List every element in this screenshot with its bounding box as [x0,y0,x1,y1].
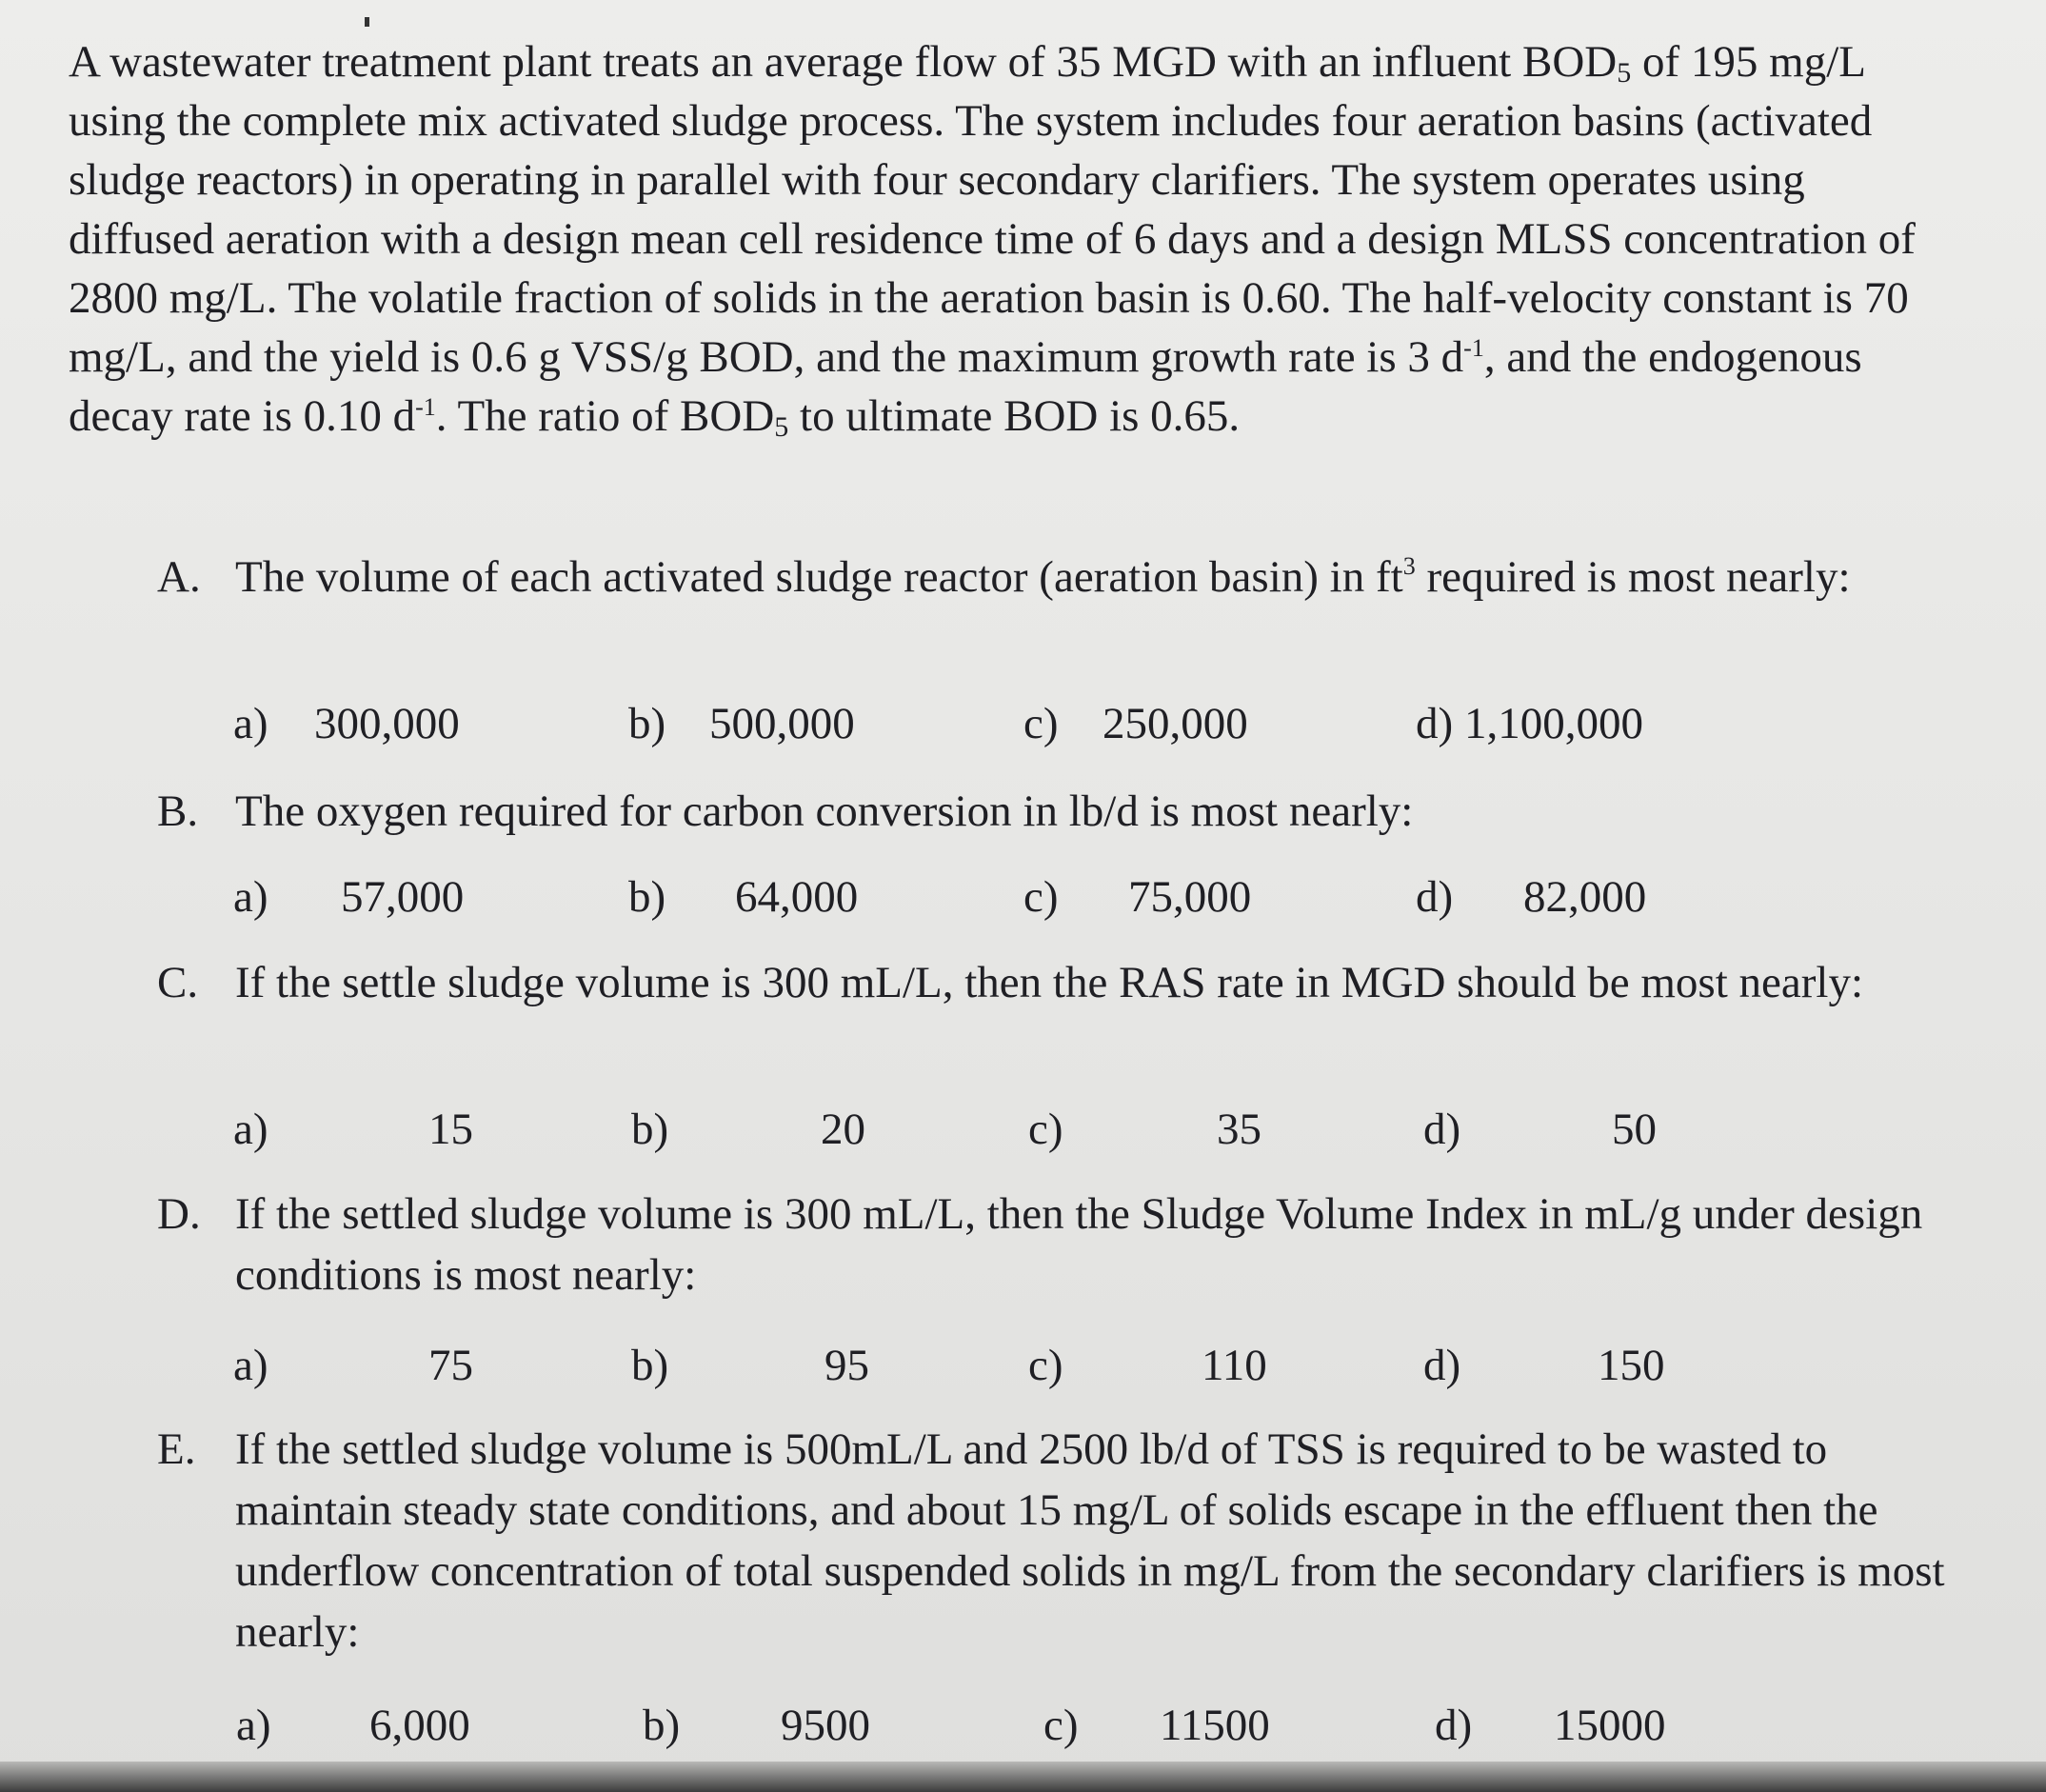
options-d [0,1335,2046,1396]
option-label: d) [1416,872,1454,922]
option-value: 95 [824,1341,869,1390]
stem-text-3: , and the endogenous decay rate is 0.10 d [69,332,1862,441]
option-value: 9500 [781,1701,870,1750]
question-text-part: required is most nearly: [1415,552,1851,602]
question-letter: E. [157,1424,196,1474]
stem-subscript-2: 5 [774,411,789,443]
question-letter: A. [157,552,201,602]
question-text: If the settle sludge volume is 300 mL/L, then the RAS rate in MGD should be most nearly: [235,958,1864,1007]
option-value: 64,000 [735,872,859,922]
scan-speck [365,17,369,27]
option-label: d) [1416,699,1454,748]
question-text: The oxygen required for carbon conversion in lb/d is most nearly: [235,786,1414,836]
option-label: c) [1028,1341,1063,1390]
option-label: a) [233,699,268,748]
option-value: 75 [428,1341,473,1390]
options-c [0,1099,2046,1160]
option-value: 50 [1612,1105,1657,1154]
question-text [235,547,1966,607]
stem-superscript-2: -1 [415,393,436,421]
option-value: 150 [1598,1341,1665,1390]
option-label: c) [1023,699,1059,748]
problem-statement [69,32,1935,446]
option-label: b) [628,872,666,922]
option-value: 250,000 [1102,699,1248,748]
option-value: 20 [821,1105,865,1154]
option-label: b) [631,1105,669,1154]
question-c [157,952,1966,1013]
option-label: a) [233,1341,268,1390]
stem-text-2: of 195 mg/L using the complete mix activated sludge process. The system includes four aeration basins (activated sludge reactors) in operating in parallel with four secondary clarifiers. The system operates using diffused aeration with a design mean cell residence time of 6 days and a design MLSS concentration of 2800 mg/L. The volatile fraction of solids in the aeration basin is 0.60. The half-velocity constant is 70 mg/L, and the yield is 0.6 g VSS/g BOD, and the maximum growth rate is 3 d [69,37,1916,382]
option-label: d) [1423,1341,1461,1390]
option-label: d) [1435,1701,1473,1750]
stem-superscript-1: -1 [1463,334,1484,362]
options-e [0,1695,2046,1756]
option-label: c) [1023,872,1059,922]
option-value: 35 [1217,1105,1261,1154]
question-superscript: 3 [1402,552,1416,580]
option-label: c) [1043,1701,1079,1750]
question-letter: D. [157,1189,201,1239]
options-b [0,866,2046,927]
stem-text-1: A wastewater treatment plant treats an average flow of 35 MGD with an influent BOD [69,37,1618,87]
stem-text-4: . The ratio of BOD [435,391,775,441]
question-text-part: The volume of each activated sludge reactor (aeration basin) in ft [235,552,1403,602]
option-value: 500,000 [709,699,855,748]
question-d [157,1184,1966,1305]
stem-subscript-1: 5 [1617,57,1632,89]
option-value: 82,000 [1523,872,1647,922]
option-label: a) [233,872,268,922]
option-label: b) [628,699,666,748]
question-letter: B. [157,786,199,836]
option-value: 57,000 [341,872,465,922]
option-value: 1,100,000 [1464,699,1643,748]
option-label: b) [643,1701,681,1750]
question-a [157,547,1966,607]
option-value: 110 [1202,1341,1267,1390]
question-letter: C. [157,958,199,1007]
option-label: a) [233,1105,268,1154]
option-value: 15000 [1554,1701,1666,1750]
bottom-edge-shadow [0,1762,2046,1792]
option-label: d) [1423,1105,1461,1154]
options-a [0,693,2046,754]
option-value: 15 [428,1105,473,1154]
question-text: If the settled sludge volume is 500mL/L and 2500 lb/d of TSS is required to be wasted to maintain steady state conditions, and about 15 mg/L of solids escape in the effluent then the underflow concentration of total suspended solids in mg/L from the secondary clarifiers is most nearly: [235,1424,1945,1657]
option-label: c) [1028,1105,1063,1154]
stem-text-5: to ultimate BOD is 0.65. [788,391,1241,441]
question-text: If the settled sludge volume is 300 mL/L, then the Sludge Volume Index in mL/g under design conditions is most nearly: [235,1189,1923,1300]
option-value: 11500 [1160,1701,1270,1750]
option-value: 300,000 [314,699,460,748]
option-label: b) [631,1341,669,1390]
question-b [157,781,1966,842]
option-value: 6,000 [369,1701,470,1750]
option-label: a) [236,1701,271,1750]
option-value: 75,000 [1128,872,1252,922]
question-e [157,1419,1966,1663]
